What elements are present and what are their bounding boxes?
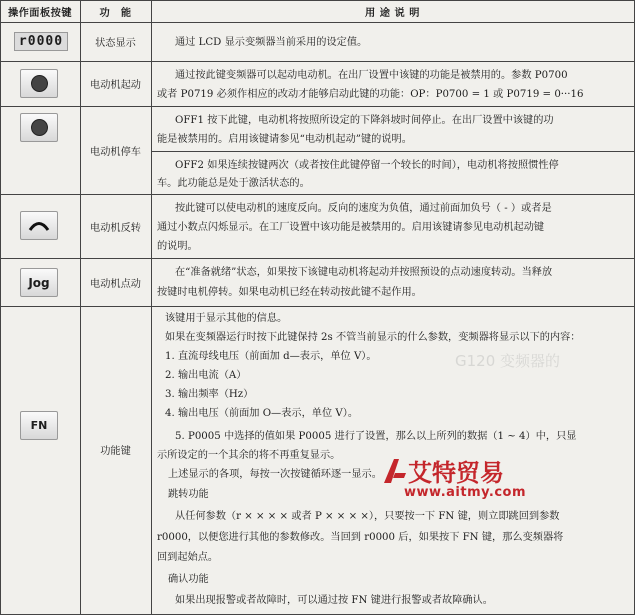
table-border-left <box>0 0 1 615</box>
description-subheading: 跳转功能 <box>168 489 209 500</box>
description-line: 1. 直流母线电压（前面加 d—表示，单位 V）。 <box>165 351 377 362</box>
function-label: 电动机点动 <box>90 278 141 290</box>
description-line: 2. 输出电流（A） <box>165 370 247 381</box>
description-line: 5. P0005 中选择的值如果 P0005 进行了设置，那么以上所列的数据（1 ~ 4）中，只显 <box>175 431 577 442</box>
fn-button-icon: FN <box>20 411 58 440</box>
header-key-column: 操作面板按键 <box>7 6 73 19</box>
description-line: 上述显示的各项，每按一次按键循环逐一显示。 <box>168 469 382 480</box>
description-line: 示所设定的一个其余的将不再重复显示。 <box>157 450 341 461</box>
description-line: 按键时电机停转。如果电动机已经在转动按此键不起作用。 <box>157 287 422 298</box>
description-line: r0000，以便您进行其他的参数修改。当回到 r0000 后，如果按下 FN 键，那么变频器将 <box>157 532 564 543</box>
start-button-disc <box>31 75 48 92</box>
function-label: 功能键 <box>100 445 131 457</box>
description-line: OFF1 按下此键，电动机将按照所设定的下降斜坡时间停止。在出厂设置中该键的功 <box>175 115 554 126</box>
function-label: 电动机起动 <box>90 80 141 91</box>
header-function-column: 功 能 <box>99 6 132 19</box>
description-line: 在“准备就绪”状态，如果按下该键电动机将起动并按照预设的点动速度转动。当释放 <box>175 267 553 278</box>
function-label: 电动机停车 <box>90 146 141 158</box>
page-show-through: G120 变频器的 <box>455 352 561 370</box>
function-label: 状态显示 <box>95 38 136 49</box>
header-description-column: 用 途 说 明 <box>365 6 420 19</box>
function-label: 电动机反转 <box>90 222 141 234</box>
stop-button-disc <box>31 119 48 136</box>
description-line: 回到起始点。 <box>157 552 219 563</box>
description-line: 按此键可以使电动机的速度反向。反向的速度为负值，通过前面加负号（ - ）或者是 <box>175 203 552 214</box>
description-line: 如果在变频器运行时按下此键保持 2s 不管当前显示的什么参数，变频器将显示以下的内容： <box>165 332 581 343</box>
start-button-icon <box>20 69 58 98</box>
description-line: 4. 输出电压（前面加 O—表示，单位 V）。 <box>165 408 359 419</box>
watermark-url: www.aitmy.com <box>404 485 527 500</box>
lcd-display-icon: r0000 <box>14 32 68 51</box>
reverse-arrow-icon <box>20 211 58 240</box>
description-subheading: 确认功能 <box>168 574 209 585</box>
row-divider <box>0 306 635 307</box>
description-line: 或者 P0719 必须作相应的改动才能够启动此键的功能：OP：P0700 = 1 或 P0719 = 0···16 <box>157 89 584 100</box>
sub-row-divider <box>151 151 635 152</box>
description-line: 该键用于显示其他的信息。 <box>165 313 288 324</box>
watermark-logo: 艾特贸易 <box>382 453 504 488</box>
stop-button-icon <box>20 113 58 142</box>
description-line: 能是被禁用的。启用该键请参见“电动机起动”键的说明。 <box>157 134 412 145</box>
description-line: 通过小数点闪烁显示。在工厂设置中该功能是被禁用的。启用该键请参见电动机起动键 <box>157 222 545 233</box>
description-line: 3. 输出频率（Hz） <box>165 389 254 400</box>
reverse-arrow-glyph <box>21 212 57 239</box>
description-line: 通过 LCD 显示变频器当前采用的设定值。 <box>175 37 368 48</box>
description-line: 如果出现报警或者故障时，可以通过按 FN 键进行报警或者故障确认。 <box>175 595 493 606</box>
description-line: OFF2 如果连续按键两次（或者按住此键停留一个较长的时间），电动机将按照惯性停 <box>175 160 559 171</box>
watermark-emblem-icon <box>382 457 408 485</box>
description-line: 从任何参数（r × × × × 或者 P × × × ×），只要按一下 FN 键，则立即跳回到参数 <box>175 511 560 522</box>
description-line: 的说明。 <box>157 241 198 252</box>
description-line: 车。此功能总是处于激活状态的。 <box>157 178 310 189</box>
description-line: 通过按此键变频器可以起动电动机。在出厂设置中该键的功能是被禁用的。参数 P0700 <box>175 70 568 81</box>
jog-button-icon: Jog <box>20 268 58 297</box>
column-divider <box>151 0 152 615</box>
